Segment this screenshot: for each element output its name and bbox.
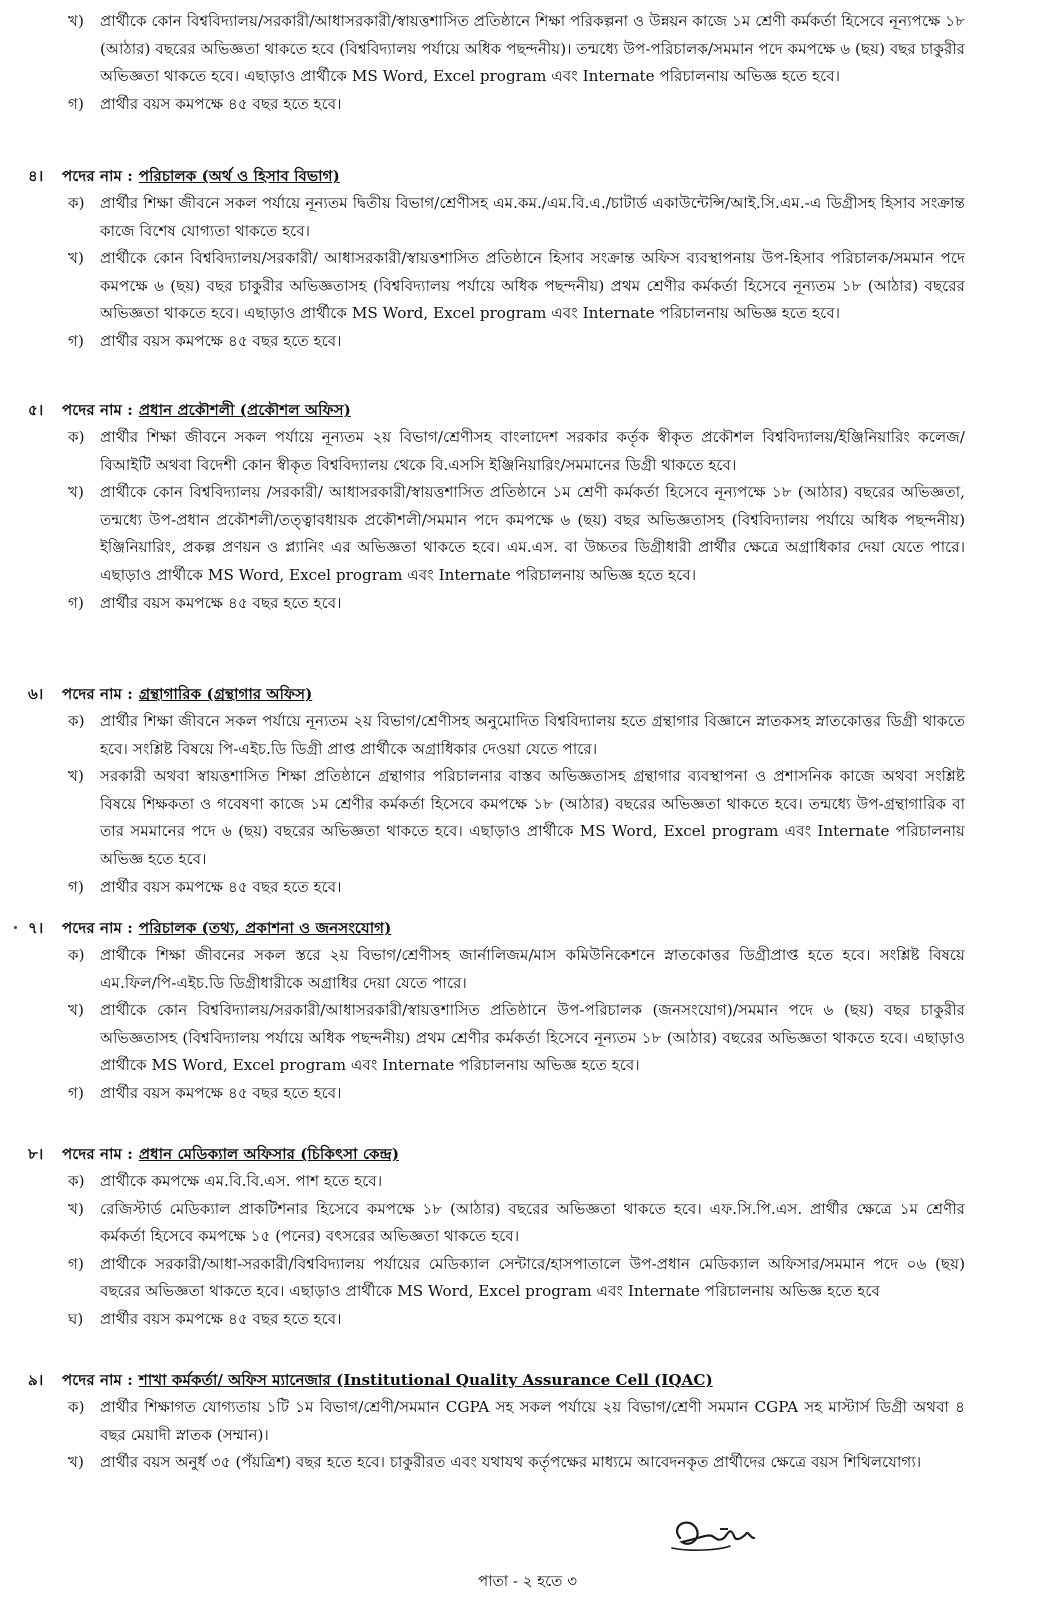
item-text: প্রার্থীকে কোন বিশ্ববিদ্যালয়/সরকারী/আধাসরকারী/স্বায়ত্তশাসিত প্রতিষ্ঠানে শিক্ষা পরিকল্পনা ও উন্নয়ন কাজে ১ম শ্রেণী কর্মকর্তা হিসেবে নূন্যপক্ষে ১৮ (আঠার) বছরের অভিজ্ঞতা থাকতে হবে (বিশ্ববিদ্যালয় পর্যায়ে অধিক পছন্দনীয়)। তন্মধ্যে উপ-পরিচালক/সমমান পদে কমপক্ষে ৬ (ছয়) বছর চাকুরীর অভিজ্ঞতা থাকতে হবে। এছাড়াও প্রার্থীকে MS Word, Excel program এবং Internate পরিচালনায় অভিজ্ঞ হতে হবে। (100, 12, 965, 86)
item-text: রেজিস্টার্ড মেডিক্যাল প্রাকটিশনার হিসেবে কমপক্ষে ১৮ (আঠার) বছরের অভিজ্ঞতা থাকতে হবে। এফ.সি.পি.এস. প্রার্থীর ক্ষেত্রে ১ম শ্রেণীর কর্মকর্তা হিসেবে কমপক্ষে ১৫ (পনের) বৎসরের অভিজ্ঞতা থাকতে হবে। (100, 1199, 965, 1246)
section-heading-text (62, 162, 340, 190)
item-text: প্রার্থীর শিক্ষা জীবনে সকল পর্যায়ে নূন্যতম ২য় বিভাগ/শ্রেণীসহ বাংলাদেশ সরকার কর্তৃক স্বীকৃত প্রকৌশল বিশ্ববিদ্যালয়/ইঞ্জিনিয়ারিং কলেজ/বিআইটি অথবা বিদেশী কোন স্বীকৃত বিশ্ববিদ্যালয় থেকে বি.এসসি ইঞ্জিনিয়ারিং/সমমানের ডিগ্রী থাকতে হবে। (100, 428, 965, 474)
post-title: প্রধান প্রকৌশলী (প্রকৌশল অফিস) (138, 401, 351, 419)
list-item (0, 997, 1055, 1080)
item-text: প্রার্থীকে কোন বিশ্ববিদ্যালয়/সরকারী/ আধাসরকারী/স্বায়ত্তশাসিত প্রতিষ্ঠানে হিসাব সংক্রান্ত অফিস ব্যবস্থাপনায় উপ-হিসাব পরিচালক/সমমান পদে কমপক্ষে ৬ (ছয়) বছর চাকুরীর অভিজ্ঞতাসহ (বিশ্ববিদ্যালয় পর্যায়ে অধিক পছন্দনীয়) প্রথম শ্রেণীর কর্মকর্তা হিসেবে নূন্যতম ১৮ (আঠার) বছরের অভিজ্ঞতা থাকতে হবে। এছাড়াও প্রার্থীকে MS Word, Excel program এবং Internate পরিচালনায় অভিজ্ঞ হতে হবে। (100, 249, 965, 323)
item-text: প্রার্থীর বয়স অনুর্ধ ৩৫ (পঁয়ত্রিশ) বছর হতে হবে। চাকুরীরত এবং যথাযথ কর্তৃপক্ষের মাধ্যমে আবেদনকৃত প্রার্থীদের ক্ষেত্রে বয়স শিথিলযোগ্য। (100, 1453, 922, 1472)
signature-image (660, 1508, 770, 1556)
item-text: প্রার্থীর বয়স কমপক্ষে ৪৫ বছর হতে হবে। (100, 1309, 342, 1328)
item-text: প্রার্থীর শিক্ষাগত যোগ্যতায় ১টি ১ম বিভাগ/শ্রেণী/সমমান CGPA সহ সকল পর্যায়ে ২য় বিভাগ/শ্রেণী সমমান CGPA সহ মাস্টার্স ডিগ্রী অথবা ৪ বছর মেয়াদী স্নাতক (সম্মান)। (100, 1398, 965, 1444)
post-title: গ্রন্থাগারিক (গ্রন্থাগার অফিস) (138, 685, 313, 703)
post-name-label: পদের নাম : (62, 685, 133, 703)
post-name-label: পদের নাম : (62, 919, 133, 937)
item-text: প্রার্থীকে কোন বিশ্ববিদ্যালয়/সরকারী/আধাসরকারী/স্বায়ত্তশাসিত প্রতিষ্ঠানে উপ-পরিচালক (জনসংযোগ)/সমমান পদে ৬ (ছয়) বছর চাকুরীর অভিজ্ঞতাসহ (বিশ্ববিদ্যালয় পর্যায়ে অধিক পছন্দনীয়) প্রথম শ্রেণীর কর্মকর্তা হিসেবে নূন্যতম ১৮ (আঠার) বছরের অভিজ্ঞতা থাকতে হবে। এছাড়াও প্রার্থীকে MS Word, Excel program এবং Internate পরিচালনায় অভিজ্ঞ হতে হবে। (100, 1001, 965, 1075)
list-item (0, 245, 1055, 328)
item-marker: গ) (68, 877, 84, 896)
item-marker: ক) (68, 194, 85, 212)
section-heading (0, 914, 1055, 942)
list-item (0, 1196, 1055, 1251)
section-heading (0, 680, 1055, 708)
item-marker: ঘ) (68, 1309, 84, 1328)
item-marker: গ) (68, 1254, 84, 1273)
item-text: প্রার্থীকে কমপক্ষে এম.বি.বি.এস. পাশ হতে হবে। (100, 1172, 383, 1190)
section-8 (0, 1140, 1055, 1334)
item-marker: ক) (68, 1398, 85, 1416)
item-text: প্রার্থীর বয়স কমপক্ষে ৪৫ বছর হতে হবে। (100, 593, 342, 612)
section-number: ৭। (28, 919, 44, 937)
item-text: প্রার্থীকে শিক্ষা জীবনের সকল স্তরে ২য় বিভাগ/শ্রেণীসহ জার্নালিজম/মাস কমিউনিকেশনে স্নাতকোত্তর ডিগ্রীপ্রাপ্ত হতে হবে। সংশ্লিষ্ট বিষয়ে এম.ফিল/পি-এইচ.ডি ডিগ্রীধারীকে অগ্রাধির দেয়া যেতে পারে। (100, 946, 965, 992)
pen-mark (720, 1528, 728, 1530)
section-number: ৫। (28, 401, 44, 419)
post-title: পরিচালক (তথ্য, প্রকাশনা ও জনসংযোগ) (138, 919, 392, 937)
item-marker: খ) (68, 1001, 84, 1020)
item-text: প্রার্থীর বয়স কমপক্ষে ৪৫ বছর হতে হবে। (100, 1083, 342, 1102)
list-item (0, 190, 1055, 245)
item-marker: গ) (68, 95, 84, 113)
item-marker: খ) (68, 12, 84, 30)
item-marker: ক) (68, 1172, 85, 1190)
post-name-label: পদের নাম : (62, 1145, 133, 1163)
list-item (0, 1306, 1055, 1334)
section-number: ৮। (28, 1145, 44, 1163)
list-item (0, 1168, 1055, 1196)
section-number: ৪। (28, 167, 44, 185)
item-marker: গ) (68, 1083, 84, 1102)
section-heading (0, 1366, 1055, 1394)
post-name-label: পদের নাম : (62, 401, 133, 419)
section-heading-text (62, 1140, 399, 1168)
post-name-label: পদের নাম : (62, 1371, 133, 1389)
item-text: সরকারী অথবা স্বায়ত্তশাসিত শিক্ষা প্রতিষ্ঠানে গ্রন্থাগার পরিচালনার বাস্তব অভিজ্ঞতাসহ গ্রন্থাগার ব্যবস্থাপনা ও প্রশাসনিক কাজে অথবা সংশ্লিষ্ট বিষয়ে শিক্ষকতা ও গবেষণা কাজে ১ম শ্রেণীর কর্মকর্তা হিসেবে কমপক্ষে ১৮ (আঠার) বছরের অভিজ্ঞতা থাকতে হবে। তন্মধ্যে উপ-গ্রন্থাগারিক বা তার সমমানের পদে ৬ (ছয়) বছরের অভিজ্ঞতা থাকতে হবে। এছাড়াও প্রার্থীকে MS Word, Excel program এবং Internate পরিচালনায় অভিজ্ঞ হতে হবে। (100, 767, 965, 868)
section-heading-text (62, 680, 312, 708)
section-heading-text (62, 914, 391, 942)
item-text: প্রার্থীর শিক্ষা জীবনে সকল পর্যায়ে নূন্যতম ২য় বিভাগ/শ্রেণীসহ অনুমোদিত বিশ্ববিদ্যালয় হতে গ্রন্থাগার বিজ্ঞানে স্নাতকসহ স্নাতকোত্তর ডিগ্রী থাকতে হবে। সংশ্লিষ্ট বিষয়ে পি-এইচ.ডি ডিগ্রী প্রাপ্ত প্রার্থীকে অগ্রাধিকার দেওয়া যেতে পারে। (100, 712, 965, 758)
item-text: প্রার্থীর বয়স কমপক্ষে ৪৫ বছর হতে হবে। (100, 331, 342, 350)
item-marker: ক) (68, 946, 85, 964)
item-marker: খ) (68, 249, 84, 268)
list-item (0, 708, 1055, 763)
section-number: ৯। (28, 1371, 44, 1389)
item-marker: খ) (68, 1453, 84, 1472)
post-title: শাখা কর্মকর্তা/ অফিস ম্যানেজার (Institutional Quality Assurance Cell (IQAC) (138, 1371, 713, 1389)
list-item (0, 874, 1055, 902)
section-heading-text (62, 396, 351, 424)
item-marker: ক) (68, 428, 85, 446)
section-heading-text (62, 1366, 713, 1394)
continuation-block (0, 8, 1055, 119)
item-marker: খ) (68, 1199, 84, 1218)
section-heading (0, 1140, 1055, 1168)
list-item (0, 1080, 1055, 1108)
section-7 (0, 914, 1055, 1108)
section-heading (0, 396, 1055, 424)
list-item (0, 763, 1055, 873)
section-5 (0, 396, 1055, 617)
post-title: পরিচালক (অর্থ ও হিসাব বিভাগ) (138, 167, 340, 185)
item-text: প্রার্থীর বয়স কমপক্ষে ৪৫ বছর হতে হবে। (100, 95, 342, 113)
item-marker: খ) (68, 767, 84, 786)
item-text: প্রার্থীর শিক্ষা জীবনে সকল পর্যায়ে নূন্যতম দ্বিতীয় বিভাগ/শ্রেণীসহ এম.কম./এম.বি.এ./চাটার্ড একাউন্টেন্সি/আই.সি.এম.-এ ডিগ্রীসহ হিসাব সংক্রান্ত কাজে বিশেষ যোগ্যতা থাকতে হবে। (100, 194, 965, 240)
list-item (0, 590, 1055, 618)
post-title: প্রধান মেডিক্যাল অফিসার (চিকিৎসা কেন্দ্র) (138, 1145, 400, 1163)
list-item (0, 8, 1055, 91)
item-text: প্রার্থীর বয়স কমপক্ষে ৪৫ বছর হতে হবে। (100, 877, 342, 896)
item-marker: গ) (68, 593, 84, 612)
section-9 (0, 1366, 1055, 1477)
section-heading (0, 162, 1055, 190)
list-item (0, 942, 1055, 997)
list-item (0, 91, 1055, 119)
item-marker: ক) (68, 712, 85, 730)
margin-dot (14, 926, 17, 929)
page-footer: পাতা - ২ হতে ৩ (478, 1572, 577, 1590)
item-marker: গ) (68, 331, 84, 350)
list-item (0, 1449, 1055, 1477)
list-item (0, 1394, 1055, 1449)
section-6 (0, 680, 1055, 901)
list-item (0, 479, 1055, 589)
list-item (0, 424, 1055, 479)
item-text: প্রার্থীকে সরকারী/আধা-সরকারী/বিশ্ববিদ্যালয় পর্যায়ের মেডিক্যাল সেন্টারে/হাসপাতালে উপ-প্রধান মেডিক্যাল অফিসার/সমমান পদে ০৬ (ছয়) বছরের অভিজ্ঞতা থাকতে হবে। এছাড়াও প্রার্থীকে MS Word, Excel program এবং Internate পরিচালনায় অভিজ্ঞ হতে হবে (100, 1254, 965, 1301)
section-4 (0, 162, 1055, 356)
list-item (0, 328, 1055, 356)
section-number: ৬। (28, 685, 44, 703)
item-text: প্রার্থীকে কোন বিশ্ববিদ্যালয় /সরকারী/ আধাসরকারী/স্বায়ত্তশাসিত প্রতিষ্ঠানে ১ম শ্রেণী কর্মকর্তা হিসেবে নূন্যপক্ষে ১৮ (আঠার) বছরের অভিজ্ঞতা, তন্মধ্যে উপ-প্রধান প্রকৌশলী/তত্ত্বাবধায়ক প্রকৌশলী/সমমান পদে কমপক্ষে ৬ (ছয়) বছর অভিজ্ঞতাসহ (বিশ্ববিদ্যালয় পর্যায়ে অধিক পছন্দনীয়) ইঞ্জিনিয়ারিং, প্রকল্প প্রণয়ন ও প্ল্যানিং এর অভিজ্ঞতা থাকতে হবে। এম.এস. বা উচ্চতর ডিগ্রীধারী প্রার্থীর ক্ষেত্রে অগ্রাধিকার দেয়া যেতে পারে। এছাড়াও প্রার্থীকে MS Word, Excel program এবং Internate পরিচালনায় অভিজ্ঞ হতে হবে। (100, 483, 965, 584)
item-marker: খ) (68, 483, 84, 502)
post-name-label: পদের নাম : (62, 167, 133, 185)
list-item (0, 1251, 1055, 1306)
